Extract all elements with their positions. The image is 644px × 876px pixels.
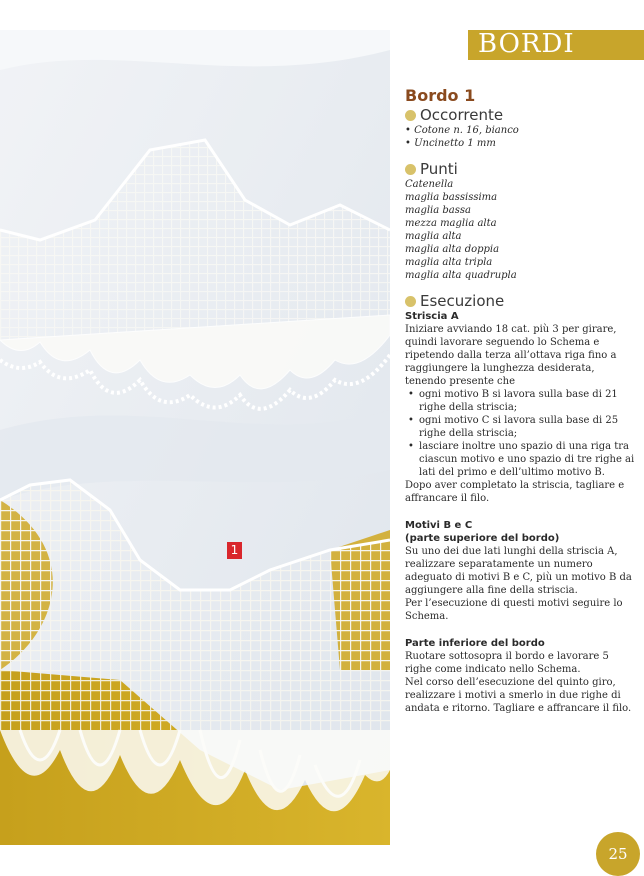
esecuzione-heading xyxy=(405,292,637,310)
list-item: maglia bassa xyxy=(405,205,471,216)
heading-dot-icon xyxy=(405,164,416,175)
list-item: maglia alta xyxy=(405,231,462,242)
heading-dot-icon xyxy=(405,110,416,121)
list-item: Catenella xyxy=(405,179,454,190)
occorrente-heading xyxy=(405,106,637,124)
list-item: • ogni motivo C si lavora sulla base di 25 righe della striscia; xyxy=(419,414,637,440)
striscia-end: Dopo aver completato la striscia, tagliare e affrancare il filo. xyxy=(405,480,625,504)
stitches-list xyxy=(405,178,637,282)
inferiore-title: Parte inferiore del bordo xyxy=(405,638,545,649)
figure-number-badge: 1 xyxy=(227,542,242,559)
striscia-bullets xyxy=(405,388,637,479)
materials-list xyxy=(405,124,637,150)
motivi-subtitle: (parte superiore del bordo) xyxy=(405,533,560,544)
section-title: BORDI xyxy=(478,29,575,59)
list-item: • Uncinetto 1 mm xyxy=(405,137,637,150)
motivi-text-2: Per l’esecuzione di questi motivi seguire lo Schema. xyxy=(405,598,623,622)
list-item: • lasciare inoltre uno spazio di una riga tra ciascun motivo e uno spazio di tre righe ai lati del primo e dell’ultimo motivo B. xyxy=(419,440,637,479)
list-item: maglia alta tripla xyxy=(405,257,493,268)
inferiore-text: Ruotare sottosopra il bordo e lavorare 5 righe come indicato nello Schema. xyxy=(405,651,609,675)
inferiore-text-2: Nel corso dell’esecuzione del quinto giro, realizzare i motivi a smerlo in due righe di andata e ritorno. Tagliare e affrancare il filo. xyxy=(405,677,632,714)
pattern-title: Bordo 1 xyxy=(405,86,476,105)
page-number: 25 xyxy=(596,832,640,876)
punti-heading-label: Punti xyxy=(420,160,458,178)
list-item: mezza maglia alta xyxy=(405,218,497,229)
text-column xyxy=(405,86,637,715)
list-item: maglia alta quadrupla xyxy=(405,270,517,281)
list-item: maglia bassissima xyxy=(405,192,498,203)
photo-crochet-borders xyxy=(0,30,390,845)
list-item: • Cotone n. 16, bianco xyxy=(405,124,637,137)
list-item: maglia alta doppia xyxy=(405,244,500,255)
striscia-intro: Iniziare avviando 18 cat. più 3 per girare, quindi lavorare seguendo lo Schema e ripetendo dalla terza all’ottava riga fino a raggiungere la lunghezza desiderata, tenendo presente che xyxy=(405,324,617,387)
striscia-title: Striscia A xyxy=(405,311,459,322)
punti-heading xyxy=(405,160,637,178)
list-item: • ogni motivo B si lavora sulla base di 21 righe della striscia; xyxy=(419,388,637,414)
motivi-text: Su uno dei due lati lunghi della striscia A, realizzare separatamente un numero adeguato di motivi B e C, più un motivo B da aggiungere alla fine della striscia. xyxy=(405,546,632,596)
heading-dot-icon xyxy=(405,296,416,307)
occorrente-heading-label: Occorrente xyxy=(420,106,504,124)
photo-illustration xyxy=(0,30,390,845)
esecuzione-heading-label: Esecuzione xyxy=(420,292,505,310)
motivi-title: Motivi B e C xyxy=(405,520,473,531)
